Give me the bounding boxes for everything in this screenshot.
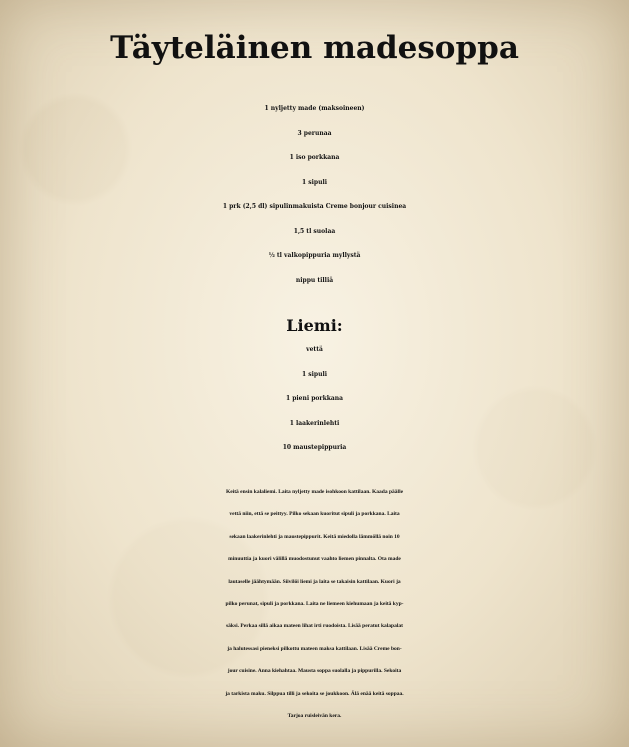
- instruction-line: Tarjoa ruisleivän kera.: [287, 712, 342, 719]
- instruction-line: pilko perunat, sipuli ja porkkana. Laita ne liemeen kiehumaan ja keitä kyp-: [225, 600, 404, 607]
- ingredient-item: 1 nyljetty made (maksoineen): [264, 105, 365, 112]
- ingredient-list: [0, 97, 629, 293]
- broth-ingredient-item: 1 laakerinlehti: [289, 419, 340, 427]
- ingredient-item: 1,5 tl suolaa: [293, 227, 336, 235]
- ingredient-item: 1 iso porkkana: [289, 154, 340, 161]
- broth-ingredient-item: 1 sipuli: [301, 370, 328, 378]
- instruction-line: säksi. Perkaa sillä aikaa mateen lihat irti ruodoista. Lisää peratut kalapalat: [226, 623, 403, 630]
- broth-ingredient-list: [0, 338, 629, 461]
- ingredient-item: 1 prk (2,5 dl) sipulinmakuista Creme bonjour cuisinea: [222, 203, 407, 210]
- broth-ingredient-item: vettä: [306, 346, 323, 353]
- instruction-line: minuuttia ja kuori välillä muodostunut vaahto liemen pinnalta. Ota made: [228, 556, 401, 563]
- instruction-line: ja tarkista maku. Silppua tilli ja sekoita se joukkoon. Älä enää keitä soppaa.: [225, 690, 404, 697]
- recipe-title: Täyteläinen madesoppa: [110, 30, 519, 66]
- instruction-line: lautaselle jäähtymään. Siivilöi liemi ja laita se takaisin kattilaan. Kuori ja: [228, 578, 401, 585]
- instruction-line: ja halutessasi pieneksi pilkottu mateen maksa kattilaan. Lisää Creme bon-: [227, 645, 402, 652]
- instruction-line: jour cuisine. Anna kiehahtaa. Mausta soppa suolalla ja pippurilla. Sekoita: [227, 668, 402, 675]
- ingredient-item: 1 sipuli: [301, 178, 328, 186]
- ingredient-item: 3 perunaa: [297, 129, 332, 137]
- ingredient-item: nippu tilliä: [295, 276, 334, 284]
- instruction-line: sekaan laakerinlehti ja maustepippurit. Keitä miedolla lämmöllä noin 10: [229, 533, 400, 540]
- broth-heading: Liemi:: [286, 316, 343, 335]
- ingredient-item: ½ tl valkopippuria myllystä: [268, 252, 361, 259]
- instruction-line: vettä niin, että se peittyy. Pilko sekaan kuoritut sipuli ja porkkana. Laita: [229, 511, 400, 518]
- broth-ingredient-item: 10 maustepippuria: [282, 444, 347, 451]
- instructions-paragraph: [0, 481, 629, 727]
- instruction-line: Keitä ensin kalaliemi. Laita nyljetty made isohkoon kattilaan. Kaada päälle: [225, 489, 404, 495]
- broth-ingredient-item: 1 pieni porkkana: [285, 395, 344, 402]
